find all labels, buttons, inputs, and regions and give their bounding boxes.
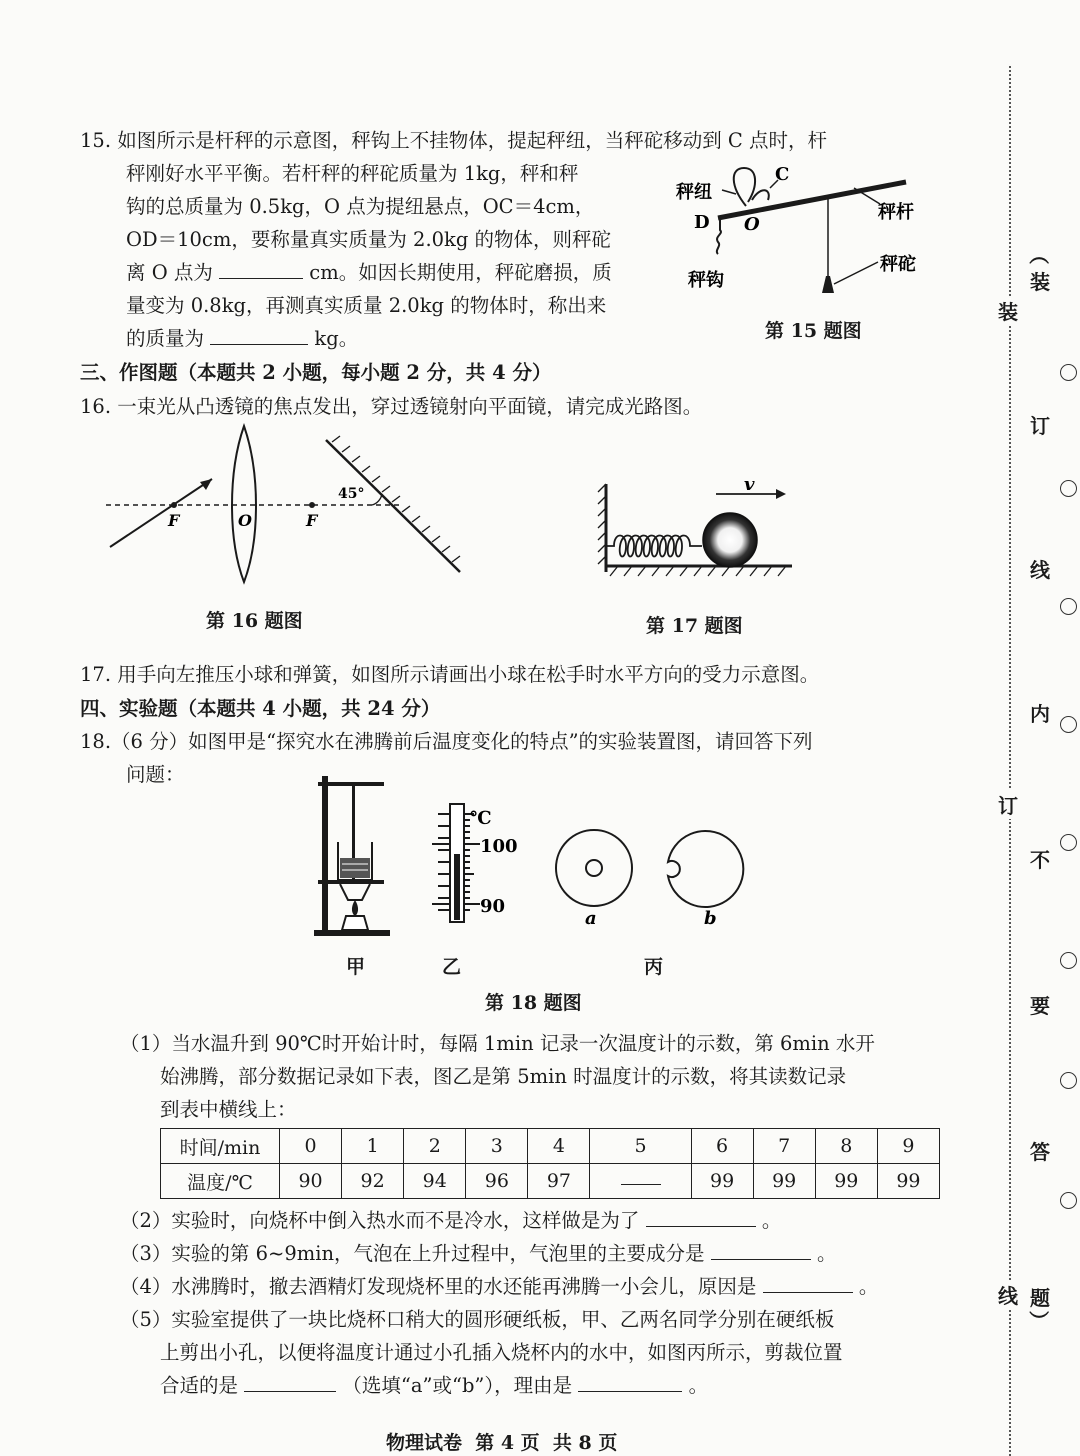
q18-p5-middle: （选填“a”或“b”），理由是 — [342, 1374, 573, 1397]
outer-label: 不 — [1030, 848, 1050, 872]
table-cell: 0 — [280, 1129, 342, 1164]
section4-heading: 四、实验题（本题共 4 小题，共 24 分） — [80, 697, 441, 720]
q18-p5-answer-blank-1[interactable] — [244, 1369, 336, 1392]
table-header-temp: 温度/℃ — [161, 1164, 280, 1199]
temperature-table — [160, 1128, 940, 1199]
iron-stand-rod — [322, 776, 328, 936]
q15-line7-prefix: 的质量为 — [126, 327, 205, 350]
section3-heading: 三、作图题（本题共 2 小题，每小题 2 分，共 4 分） — [80, 361, 552, 384]
q18-p2-text: （2）实验时，向烧杯中倒入热水而不是冷水，这样做是为了 — [120, 1209, 640, 1232]
label-bing: 丙 — [644, 956, 664, 978]
weight-loop-at-c — [752, 190, 769, 200]
label-d: D — [694, 212, 710, 233]
q18-line2: 问题： — [126, 763, 185, 786]
table-answer-cell[interactable] — [590, 1164, 691, 1199]
outer-label: 题 — [1030, 1286, 1050, 1310]
table-cell: 92 — [342, 1164, 404, 1199]
binding-hole — [1060, 598, 1077, 615]
temp-answer-blank[interactable] — [621, 1176, 661, 1185]
label-45-degree: 45° — [338, 486, 365, 502]
table-header-time: 时间/min — [161, 1129, 280, 1164]
inner-label-ding: 订 — [998, 790, 1018, 819]
left-ticks — [432, 814, 450, 910]
table-row-time — [161, 1129, 940, 1164]
q17-text: 17. 用手向左推压小球和弹簧，如图所示请画出小球在松手时水平方向的受力示意图。 — [80, 663, 820, 686]
beaker-water — [340, 858, 370, 878]
table-cell: 7 — [753, 1129, 815, 1164]
outer-label: 答 — [1030, 1140, 1050, 1164]
ball — [703, 513, 757, 567]
incident-ray — [110, 479, 212, 547]
outer-label: 要 — [1030, 994, 1050, 1018]
inner-label-xian: 线 — [998, 1280, 1018, 1309]
q18-p5-line1: （5）实验室提供了一块比烧杯口稍大的圆形硬纸板，甲、乙两名同学分别在硬纸板 — [120, 1308, 835, 1331]
binding-hole — [1060, 1072, 1077, 1089]
cardboard-options — [548, 818, 754, 930]
fig17-caption: 第 17 题图 — [646, 615, 743, 637]
q18-p3 — [120, 1237, 836, 1270]
q18-p2 — [120, 1204, 781, 1237]
fig15-caption: 第 15 题图 — [765, 320, 862, 342]
sliding-weight — [822, 276, 834, 293]
table-cell: 2 — [404, 1129, 466, 1164]
q18-p5-line3 — [160, 1369, 708, 1402]
binding-hole — [1060, 834, 1077, 851]
table-cell: 6 — [691, 1129, 753, 1164]
q18-p5-end: 。 — [688, 1374, 709, 1397]
q18-p2-answer-blank[interactable] — [646, 1204, 756, 1227]
outer-label: 内 — [1030, 702, 1050, 726]
q15-line6: 量变为 0.8kg，再测真实质量 2.0kg 的物体时，称出来 — [126, 294, 607, 317]
convex-lens — [232, 426, 256, 582]
label-c: C — [775, 164, 790, 185]
table-cell: 9 — [877, 1129, 939, 1164]
label-celsius: ℃ — [470, 808, 492, 829]
table-cell: 99 — [691, 1164, 753, 1199]
label-jia: 甲 — [346, 956, 366, 978]
q18-p1-line1: （1）当水温升到 90℃时开始计时，每隔 1min 记录一次温度计的示数，第 6min 水开 — [120, 1032, 875, 1055]
spring — [606, 536, 702, 557]
q15-line4: OD＝10cm，要称量真实质量为 2.0kg 的物体，则秤砣 — [126, 228, 612, 251]
boiling-apparatus — [310, 768, 398, 944]
label-b: b — [704, 908, 717, 929]
mercury-column — [454, 854, 460, 920]
table-cell: 1 — [342, 1129, 404, 1164]
q15-line7 — [126, 322, 358, 355]
q15-line5-prefix: 离 O 点为 — [126, 261, 213, 284]
page-footer: 物理试卷 第 4 页 共 8 页 — [386, 1432, 618, 1454]
q15-line5-suffix: cm。如因长期使用，秤砣磨损，质 — [309, 261, 612, 284]
q18-p4 — [120, 1270, 878, 1303]
table-row-temp — [161, 1164, 940, 1199]
plane-mirror — [326, 440, 460, 572]
q18-p5-line2: 上剪出小孔，以便将温度计通过小孔插入烧杯内的水中，如图丙所示，剪裁位置 — [160, 1341, 843, 1364]
q18-p5-prefix: 合适的是 — [160, 1374, 239, 1397]
cardboard-a — [556, 830, 632, 906]
binding-hole — [1060, 1192, 1077, 1209]
binding-hole — [1060, 716, 1077, 733]
label-o: O — [744, 214, 760, 235]
velocity-arrowhead — [776, 489, 786, 499]
q18-p4-answer-blank[interactable] — [763, 1270, 853, 1293]
alcohol-lamp — [342, 916, 368, 930]
angle-arc — [372, 494, 382, 505]
steelyard-diagram — [668, 158, 948, 308]
spring-ball-diagram — [596, 472, 802, 584]
fig16-caption: 第 16 题图 — [206, 610, 303, 632]
gauze-support — [340, 884, 370, 900]
q15-line5 — [126, 256, 612, 289]
q15-line2: 秤刚好水平平衡。若杆秤的秤砣质量为 1kg，秤和秤 — [126, 162, 579, 185]
table-cell: 96 — [466, 1164, 528, 1199]
binding-hole — [1060, 480, 1077, 497]
label-cheng-niu: 秤纽 — [676, 182, 712, 203]
table-cell: 5 — [590, 1129, 691, 1164]
outer-label: （ — [1026, 244, 1051, 265]
label-yi: 乙 — [442, 956, 462, 978]
q18-p4-end: 。 — [858, 1275, 879, 1298]
lens-mirror-diagram — [100, 422, 480, 592]
thermometer-reading — [420, 800, 530, 928]
label-cheng-gan: 秤杆 — [878, 202, 914, 223]
binding-hole — [1060, 952, 1077, 969]
q15-line7-suffix: kg。 — [314, 327, 359, 350]
outer-label: ） — [1026, 1310, 1051, 1331]
q18-p5-answer-blank-2[interactable] — [578, 1369, 682, 1392]
binding-hole — [1060, 364, 1077, 381]
lift-cord-loop — [734, 168, 755, 206]
cardboard-a-hole — [586, 860, 602, 876]
q16-text: 16. 一束光从凸透镜的焦点发出，穿过透镜射向平面镜，请完成光路图。 — [80, 395, 703, 418]
table-cell: 90 — [280, 1164, 342, 1199]
outer-label: 线 — [1030, 558, 1050, 582]
label-v: v — [744, 474, 755, 495]
label-90: 90 — [480, 896, 506, 917]
table-cell: 97 — [528, 1164, 590, 1199]
ray-arrow — [200, 479, 212, 490]
hook — [717, 218, 721, 254]
focal-point-left — [171, 502, 177, 508]
q15-answer-blank-1[interactable] — [219, 256, 303, 279]
label-f-right: F — [306, 511, 318, 530]
label-a: a — [585, 908, 597, 929]
inner-label-zhuang: 装 — [998, 296, 1018, 325]
q18-p3-answer-blank[interactable] — [711, 1237, 811, 1260]
q18-p2-end: 。 — [761, 1209, 782, 1232]
fig18-caption: 第 18 题图 — [485, 992, 582, 1014]
q18-p3-end: 。 — [816, 1242, 837, 1265]
q18-p1-line3: 到表中横线上： — [160, 1098, 297, 1121]
table-cell: 99 — [753, 1164, 815, 1199]
outer-label: 装 — [1030, 270, 1050, 294]
q18-p1-line2: 始沸腾，部分数据记录如下表，图乙是第 5min 时温度计的示数，将其读数记录 — [160, 1065, 847, 1088]
flame — [352, 900, 358, 916]
table-cell: 99 — [815, 1164, 877, 1199]
label-cheng-tuo: 秤砣 — [880, 254, 916, 275]
label-o-center: O — [238, 511, 252, 530]
q15-line1: 15. 如图所示是杆秤的示意图，秤钩上不挂物体，提起秤纽，当秤砣移动到 C 点时，杆 — [80, 129, 828, 152]
focal-point-right — [309, 502, 315, 508]
table-cell: 4 — [528, 1129, 590, 1164]
cardboard-b — [668, 831, 743, 907]
table-cell: 94 — [404, 1164, 466, 1199]
q18-p3-text: （3）实验的第 6~9min，气泡在上升过程中，气泡里的主要成分是 — [120, 1242, 705, 1265]
q15-line3: 钩的总质量为 0.5kg，O 点为提纽悬点，OC＝4cm， — [126, 195, 595, 218]
label-cheng-gou: 秤钩 — [688, 270, 724, 291]
table-cell: 3 — [466, 1129, 528, 1164]
outer-label: 订 — [1030, 414, 1050, 438]
label-100: 100 — [480, 836, 518, 857]
table-cell: 99 — [877, 1164, 939, 1199]
label-f-left: F — [168, 511, 180, 530]
thermometer-clamp — [318, 782, 384, 786]
q18-p4-text: （4）水沸腾时，撤去酒精灯发现烧杯里的水还能再沸腾一小会儿，原因是 — [120, 1275, 757, 1298]
table-cell: 8 — [815, 1129, 877, 1164]
binding-dotted-line — [1009, 66, 1011, 1456]
q15-answer-blank-2[interactable] — [210, 322, 308, 345]
q18-line1: 18.（6 分）如图甲是“探究水在沸腾前后温度变化的特点”的实验装置图，请回答下列 — [80, 730, 813, 753]
